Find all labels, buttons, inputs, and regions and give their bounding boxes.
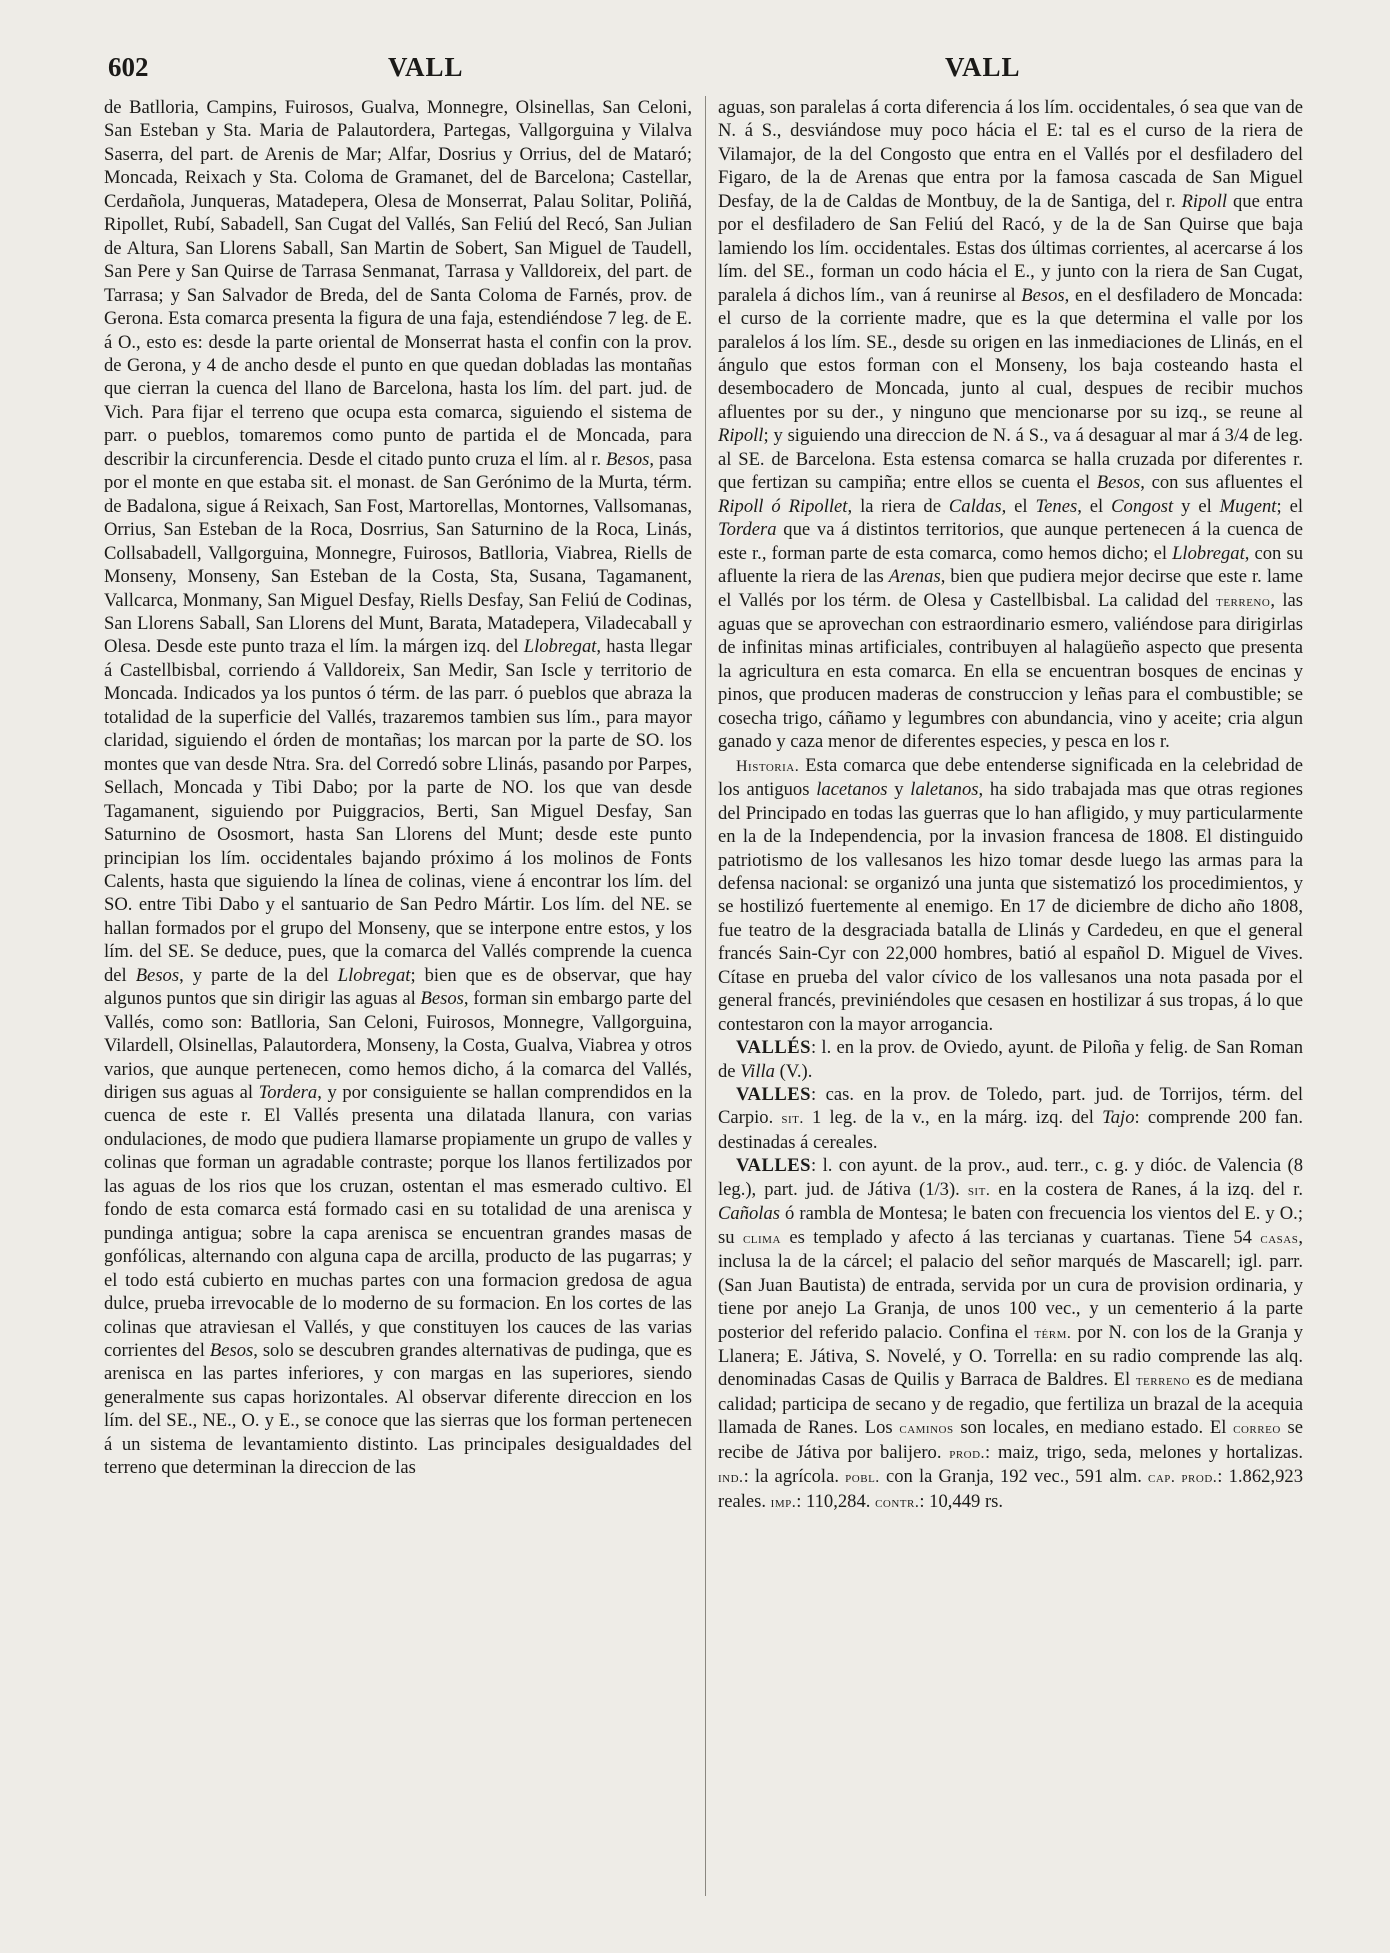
entry-valles-toledo: VALLES: cas. en la prov. de Toledo, part. jud. de Torrijos, térm. del Carpio. sit. 1 leg. de la v., en la márg. izq. del Tajo: comprende 200 fan. destinadas á cereales.: [718, 1084, 1303, 1153]
section-label-historia: Historia.: [736, 757, 800, 775]
paragraph-historia: Historia. Esta comarca que debe entenderse significada en la celebridad de los antiguos lacetanos y laletanos, ha sido trabajada mas que otras regiones del Principado en todas las guerras que lo han afligido, y muy particularmente en la de la Independencia, por la invasion francesa de 1808. El distinguido patriotismo de los vallesanos les hizo tomar desde luego las armas para la defensa nacional: se organizó una junta que sistematizó los procedimientos, y se hostilizó fuertemente al enemigo. En 17 de diciembre de dicho año 1808, fue teatro de la desgraciada batalla de Llinás y Cardedeu, en que el general francés Sain-Cyr con 22,000 hombres, batió al español D. Miguel de Vives. Cítase en prueba del valor cívico de los vallesanos una nota pasada por el general francés, previniéndoles que cesasen en hostilizar á sus tropas, á lo que contestaron con la mayor arrogancia.: [718, 754, 1303, 1035]
left-column: [104, 96, 692, 1936]
page-number: 602: [108, 52, 149, 82]
running-head-right: VALL: [945, 52, 1021, 82]
paragraph-valles-description: de Batlloria, Campins, Fuirosos, Gualva, Monnegre, Olsinellas, San Celoni, San Esteban y Sta. Maria de Palautordera, Partegas, Vallgorguina y Vilalva Saserra, del part. de Arenis de Mar; Alfar, Dosrius y Orrius, del de Mataró; Moncada, Reixach y Sta. Coloma de Gramanet, del de Barcelona; Castellar, Cerdañola, Junqueras, Matadepera, Olesa de Monserrat, Palau Solitar, Poliñá, Ripollet, Rubí, Sabadell, San Cugat del Vallés, San Feliú del Recó, San Julian de Altura, San Llorens Saball, San Martin de Sobert, San Miguel de Taudell, San Pere y San Quirse de Tarrasa Senmanat, Tarrasa y Valldoreix, del part. de Tarrasa; y San Salvador de Breda, del de Santa Coloma de Farnés, prov. de Gerona. Esta comarca presenta la figura de una faja, estendiéndose 7 leg. de E. á O., esto es: desde la parte oriental de Monserrat hasta el confin con la prov. de Gerona, y 4 de ancho desde el punto en que quedan dobladas las montañas que cierran la cuenca del llano de Barcelona, hasta los lím. del part. jud. de Vich. Para fijar el terreno que ocupa esta comarca, siguiendo el sistema de parr. o pueblos, tomaremos como punto de partida el de Moncada, para describir la circunferencia. Desde el citado punto cruza el lím. al r. Besos, pasa por el monte en que estaba sit. el monast. de San Gerónimo de la Murta, térm. de Badalona, sigue á Reixach, San Fost, Martorellas, Montornes, Vallsomanas, Orrius, San Esteban de la Roca, Dosrrius, San Saturnino de la Roca, Linás, Collsabadell, Vallgorguina, Monnegre, Fuirosos, Batlloria, Viabrea, Riells de Monseny, Monseny, San Esteban de la Costa, Sta, Susana, Tagamanent, Vallcarca, Monmany, San Miguel Desfay, Riells Desfay, San Feliú de Codinas, San Llorens Saball, San Llorens del Munt, Barata, Matadepera, Viladecaball y Olesa. Desde este punto traza el lím. la márgen izq. del Llobregat, hasta llegar á Castellbisbal, corriendo á Valldoreix, San Medir, San Iscle y territorio de Moncada. Indicados ya los puntos ó térm. de las parr. ó pueblos que abraza la totalidad de la superficie del Vallés, trazaremos tambien sus lím., para mayor claridad, siguiendo el órden de montañas; los marcan por la parte de SO. los montes que van desde Ntra. Sra. del Corredó sobre Llinás, pasando por Parpes, Sellach, Moncada y Tibi Dabo; por la parte de NO. los que van desde Tagamanent, siguiendo por Puiggracios, Berti, San Miguel Desfay, San Saturnino de Ososmort, hasta San Llorens del Munt; desde este punto principian los lím. occidentales bajando próximo á los molinos de Fonts Calents, hasta que siguiendo la línea de colinas, viene á encontrar los lím. del SO. entre Tibi Dabo y el santuario de San Pedro Mártir. Los lím. del NE. se hallan formados por el grupo del Monseny, que se interpone entre estos, y los lím. del SE. Se deduce, pues, que la comarca del Vallés comprende la cuenca del Besos, y parte de la del Llobregat; bien que es de observar, que hay algunos puntos que sin dirigir las aguas al Besos, forman sin embargo parte del Vallés, como son: Batlloria, San Celoni, Fuirosos, Monnegre, Vallgorguina, Vilardell, Olsinellas, Palautordera, Monseny, la Costa, Gualva, Viabrea y otros varios, que aunque pertenecen, como hemos dicho, á la comarca del Vallés, dirigen sus aguas al Tordera, y por consiguiente se hallan comprendidos en la cuenca de este r. El Vallés presenta una dilatada llanura, con varias ondulaciones, de modo que pudiera llamarse propiamente un grupo de valles y colinas que forman un agradable contraste; porque los llanos fertilizados por las aguas de los rios que los cruzan, ostentan el mas esmerado cultivo. El fondo de esta comarca está formado casi en su totalidad de una arenisca y pundinga antigua; sobre la capa arenisca se encuentran grandes masas de gonfólicas, alternando con alguna capa de arcilla, producto de las pugarras; y el todo está cubierto en muchas partes con una formacion gredosa de agua dulce, prueba irrevocable de lo moderno de su formacion. En los cortes de las colinas que atraviesan el Vallés, y que constituyen los cauces de las varias corrientes del Besos, solo se descubren grandes alternativas de pudinga, que es arenisca en las partes inferiores, y con margas en las superiores, siendo generalmente sus capas horizontales. Al observar diferente direccion en los lím. del SE., NE., O. y E., se conoce que las sierras que los forman pertenecen á un sistema de levantamiento distinto. Las principales desigualdades del terreno que determinan la direccion de las: [104, 97, 692, 1479]
paragraph-rivers: aguas, son paralelas á corta diferencia á los lím. occidentales, ó sea que van de N. á S., desviándose muy poco hácia el E: tal es el curso de la riera de Vilamajor, de la del Congosto que entra en el Vallés por el desfiladero del Figaro, de la de Arenas que entra por la famosa cascada de San Miguel Desfay, de la de Caldas de Montbuy, de la de Santiga, del r. Ripoll que entra por el desfiladero de San Feliú del Racó, y de la de San Quirse que baja lamiendo los lím. occidentales. Estas dos últimas corrientes, al acercarse á los lím. del SE., forman un codo hácia el E., y junto con la riera de San Cugat, paralela á dichos lím., van á reunirse al Besos, en el desfiladero de Moncada: el curso de la corriente madre, que es la que determina el valle por los paralelos á los lím. SE., desde su origen en las inmediaciones de Llinás, en el ángulo que estos forman con el Monseny, los baja costeando hasta el desembocadero de Moncada, junto al cual, despues de recibir muchos afluentes por su der., y ninguno que mencionarse por su izq., se reune al Ripoll; y siguiendo una direccion de N. á S., va á desaguar al mar á 3/4 de leg. al SE. de Barcelona. Esta estensa comarca se halla cruzada por diferentes r. que fertizan su campiña; entre ellos se cuenta el Besos, con sus afluentes el Ripoll ó Ripollet, la riera de Caldas, el Tenes, el Congost y el Mugent; el Tordera que va á distintos territorios, que aunque pertenecen á la cuenca de este r., forman parte de esta comarca, como hemos dicho; el Llobregat, con su afluente la riera de las Arenas, bien que pudiera mejor decirse que este r. lame el Vallés por los térm. de Olesa y Castellbisbal. La calidad del terreno, las aguas que se aprovechan con estraordinario esmero, valiéndose para dirigirlas de infinitas minas artificiales, contribuyen al halagüeño aspecto que presenta la agricultura en esta comarca. En ella se encuentran bosques de encinas y pinos, que producen maderas de construccion y leñas para el combustible; se cosecha trigo, cáñamo y legumbres con abundancia, vino y aceite; cria algun ganado y caza menor de diferentes especies, y pesca en los r.: [718, 97, 1303, 753]
entry-headword: VALLÉS: [736, 1037, 812, 1059]
entry-valles-oviedo: VALLÉS: l. en la prov. de Oviedo, ayunt. de Piloña y felig. de San Roman de Villa (V.).: [718, 1037, 1303, 1082]
running-head-left: VALL: [388, 52, 464, 82]
right-column: [718, 96, 1303, 1936]
entry-headword: VALLES: [736, 1155, 812, 1177]
page-header: [0, 52, 1390, 92]
column-rule: [705, 96, 706, 1896]
entry-headword: VALLES: [736, 1084, 812, 1106]
entry-valles-valencia: VALLES: l. con ayunt. de la prov., aud. terr., c. g. y dióc. de Valencia (8 leg.), part. jud. de Játiva (1/3). sit. en la costera de Ranes, á la izq. del r. Cañolas ó rambla de Montesa; le baten con frecuencia los vientos del E. y O.; su clima es templado y afecto á las tercianas y cuartanas. Tiene 54 casas, inclusa la de la cárcel; el palacio del señor marqués de Mascarell; igl. parr. (San Juan Bautista) de entrada, servida por un cura de provision ordinaria, y tiene por anejo La Granja, de unos 100 vec., y un cementerio á la parte posterior del referido palacio. Confina el térm. por N. con los de la Granja y Llanera; E. Játiva, S. Novelé, y O. Torrella: en su radio comprende las alq. denominadas Casas de Quilis y Barraca de Baldres. El terreno es de mediana calidad; participa de secano y de regadio, que fertiliza un brazal de la acequia llamada de Ranes. Los caminos son locales, en mediano estado. El correo se recibe de Játiva por balijero. prod.: maiz, trigo, seda, melones y hortalizas. ind.: la agrícola. pobl. con la Granja, 192 vec., 591 alm. cap. prod.: 1.862,923 reales. imp.: 110,284. contr.: 10,449 rs.: [718, 1155, 1303, 1512]
